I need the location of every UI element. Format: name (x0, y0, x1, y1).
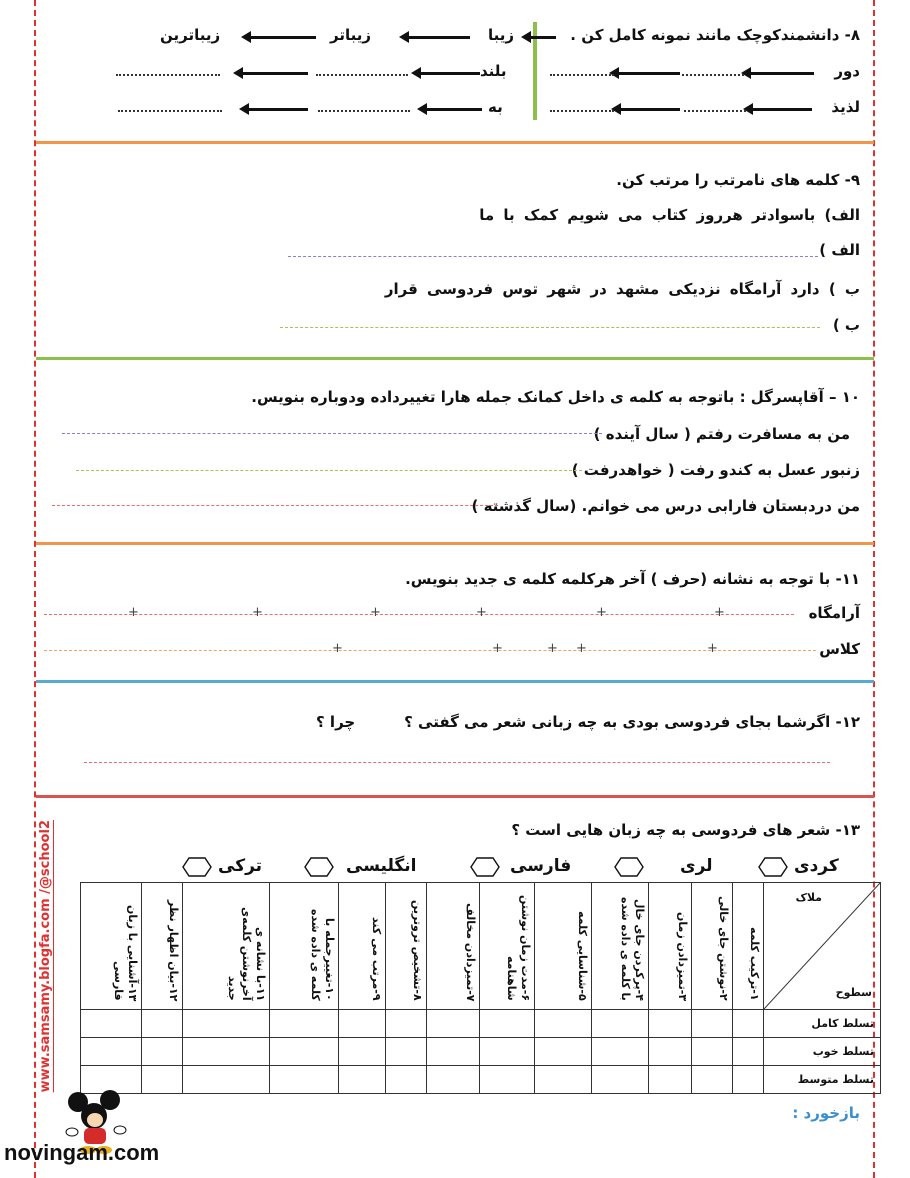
q10-sentence-3: من دردبستان فارابی درس می خوانم. (سال گذشته ) (471, 497, 860, 515)
plus-marker: + (596, 605, 607, 620)
plus-marker: + (370, 605, 381, 620)
q10-sentence-2: زنبور عسل به کندو رفت ( خواهدرفت ) (571, 461, 860, 479)
q8-word-zibatar: زیباتر (330, 26, 371, 44)
column-header: ۹-مرتب می کند (370, 917, 383, 1001)
q9-title: ۹- کلمه های نامرتب را مرتب کن. (616, 171, 860, 189)
q11-title: ۱۱- با توجه به نشانه (حرف ) آخر هرکلمه کلمه ی جدید بنویس. (405, 570, 860, 588)
checkbox-hexagon[interactable] (758, 857, 788, 877)
q10-sentence-1: من به مسافرت رفتم ( سال آینده ) (593, 425, 850, 443)
q9-answer-a-line[interactable] (288, 256, 818, 257)
q13-option-english: انگلیسی (346, 856, 417, 876)
q10-answer-line-1[interactable] (62, 433, 602, 434)
page-border-left (34, 0, 36, 1178)
assessment-table (80, 882, 881, 1094)
section-separator (36, 795, 874, 798)
q13-option-lori: لری (680, 856, 713, 876)
q8-word-zibatarin: زیباترین (160, 26, 221, 44)
section-separator (36, 141, 874, 144)
q8-word-boland: بلند (480, 62, 507, 80)
q12-why: چرا ؟ (316, 713, 356, 731)
section-separator (36, 542, 874, 545)
q8-blank[interactable] (684, 110, 746, 112)
q13-title: ۱۳- شعر های فردوسی به چه زبان هایی است ؟ (511, 821, 860, 839)
site-watermark: www.samsamy.blogfa.com /@school2 (38, 820, 53, 1093)
q11-answer-line-2[interactable] (44, 650, 816, 651)
plus-marker: + (332, 641, 343, 656)
q12-answer-line[interactable] (84, 762, 830, 763)
q8-arrow (250, 36, 316, 39)
q8-word-ziba: زیبا (488, 26, 515, 44)
q10-title: ۱۰ – آقاپسرگل : باتوجه به کلمه ی داخل کمانک جمله هارا تغییرداده ودوباره بنویس. (251, 388, 860, 406)
row-label: تسلط کامل (764, 1010, 881, 1038)
table-corner-cell (764, 883, 881, 1010)
q8-arrow (750, 72, 814, 75)
q9-answer-a-label: الف ) (819, 241, 860, 259)
section-separator (36, 357, 874, 360)
q8-arrow (420, 72, 480, 75)
q11-answer-line-1[interactable] (44, 614, 794, 615)
corner-label-bottom: سطوح (835, 986, 872, 999)
q8-arrow (248, 108, 308, 111)
q8-arrow (426, 108, 482, 111)
section-separator (36, 680, 874, 683)
q8-blank[interactable] (316, 74, 408, 76)
column-header: ۱۲-بیان اظهار نظر (167, 899, 180, 1001)
column-header: ۸-تشخیص تروترین (411, 900, 424, 1001)
q12-title: ۱۲- اگرشما بجای فردوسی بودی به چه زبانی شعر می گفتی ؟ (404, 713, 860, 731)
plus-marker: + (707, 641, 718, 656)
table-row (81, 1066, 881, 1094)
plus-marker: + (492, 641, 503, 656)
feedback-label: بازخورد : (792, 1104, 860, 1122)
table-row (81, 1038, 881, 1066)
column-header: ۵-شناسایی کلمه (576, 911, 589, 1001)
q8-blank[interactable] (550, 110, 614, 112)
column-header: ۶-مدت زمان نوشتن شاهنامه (505, 894, 532, 1001)
plus-marker: + (576, 641, 587, 656)
q13-option-turki: ترکی (218, 856, 263, 876)
q8-blank[interactable] (682, 74, 744, 76)
q8-word-beh: به (488, 98, 503, 116)
column-header: ۱۱-با نشانه ی آخرنوشتن کلمه‌ی جدید (226, 907, 267, 1001)
checkbox-hexagon[interactable] (182, 857, 212, 877)
plus-marker: + (547, 641, 558, 656)
column-header: ۷-تمیزدادن مخالف (464, 902, 477, 1001)
checkbox-hexagon[interactable] (614, 857, 644, 877)
q9-answer-b-line[interactable] (280, 327, 820, 328)
q8-arrow (408, 36, 470, 39)
plus-marker: + (128, 605, 139, 620)
q8-arrow (620, 108, 680, 111)
column-header: ۲-نوشتن جای خالی (717, 896, 730, 1001)
q8-arrow (618, 72, 680, 75)
corner-label-top: ملاک (795, 891, 822, 904)
plus-marker: + (252, 605, 263, 620)
q10-answer-line-3[interactable] (52, 505, 498, 506)
table-row (81, 1010, 881, 1038)
checkbox-hexagon[interactable] (470, 857, 500, 877)
q8-title: ۸- دانشمندکوچک مانند نمونه کامل کن . (570, 26, 860, 44)
q8-arrow (752, 108, 812, 111)
q8-arrow (530, 36, 556, 39)
row-label: تسلط خوب (764, 1038, 881, 1066)
plus-marker: + (714, 605, 725, 620)
q9-prompt-b: ب ) دارد آرامگاه نزدیکی مشهد در شهر توس فردوسی قرار (384, 280, 860, 298)
column-header: ۴-پرکردن جای خال با کلمه ی داده شده (619, 897, 646, 1001)
q13-option-kurdi: کردی (794, 856, 839, 876)
q8-word-dur: دور (834, 62, 860, 80)
q8-arrow (242, 72, 308, 75)
checkbox-hexagon[interactable] (304, 857, 334, 877)
column-header: ۱۳-آشنایی با زبان فارسی (112, 904, 139, 1001)
q9-prompt-a: الف) باسوادتر هرروز کتاب می شویم کمک با ما (479, 206, 860, 224)
q8-word-laziz: لذیذ (831, 98, 860, 116)
novingam-logo: novingam.com (4, 1140, 160, 1165)
q8-blank[interactable] (318, 110, 410, 112)
q13-option-farsi: فارسی (510, 856, 572, 876)
q10-answer-line-2[interactable] (76, 470, 582, 471)
q11-word-1: آرامگاه (808, 604, 860, 622)
row-label: تسلط متوسط (764, 1066, 881, 1094)
q11-word-2: کلاس (819, 640, 860, 658)
column-header: ۱-ترکیب کلمه (748, 927, 761, 1001)
q8-blank[interactable] (118, 110, 222, 112)
column-header: ۱۰-تغییرجمله با کلمه ی داده شده (309, 909, 336, 1001)
column-header: ۳-تمیزدادن زمان (676, 911, 689, 1001)
q8-blank[interactable] (116, 74, 220, 76)
q9-answer-b-label: ب ) (832, 316, 860, 334)
q8-blank[interactable] (550, 74, 614, 76)
plus-marker: + (476, 605, 487, 620)
